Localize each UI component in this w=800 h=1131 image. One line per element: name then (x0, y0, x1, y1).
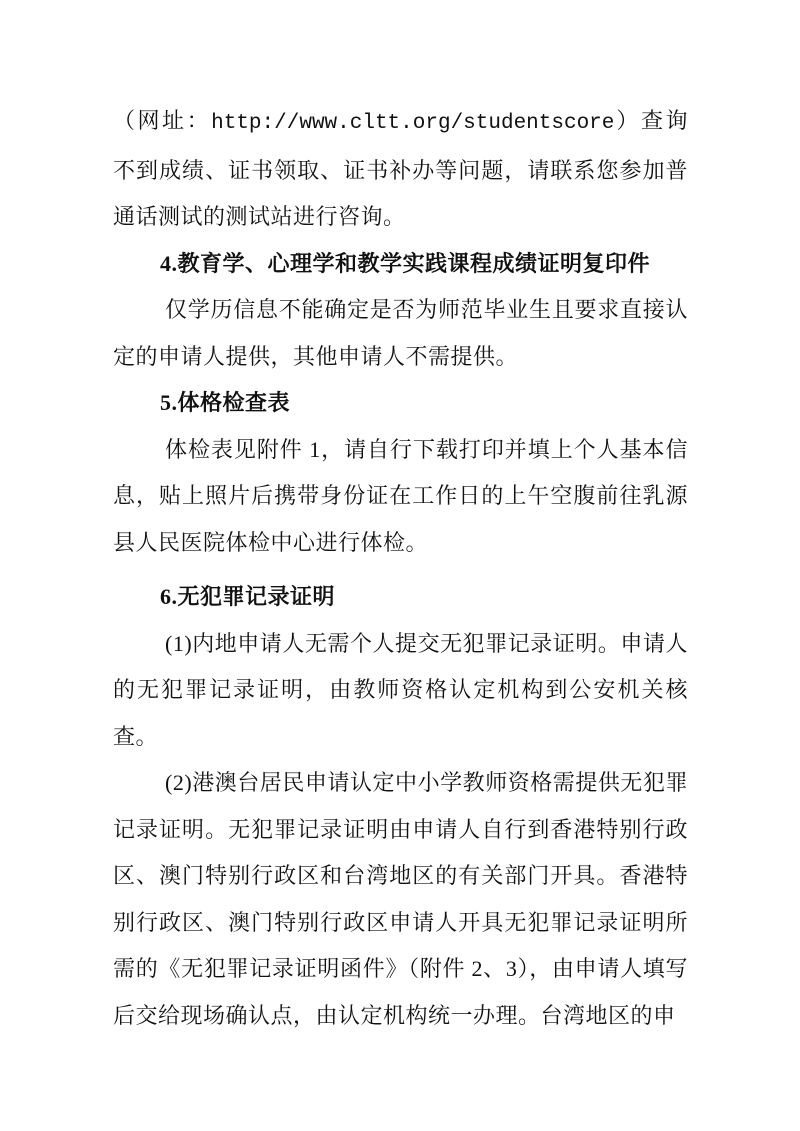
section-6-paragraph-1: (1)内地申请人无需个人提交无犯罪记录证明。申请人的无犯罪记录证明，由教师资格认定机构到公安机关核查。 (113, 630, 688, 749)
section-6-heading: 6.无犯罪记录证明 (160, 584, 336, 609)
continuation-prefix-text: （网址： (113, 108, 212, 133)
paragraph-continuation (113, 98, 688, 241)
section-4-paragraph: 仅学历信息不能确定是否为师范毕业生且要求直接认定的申请人提供，其他申请人不需提供。 (113, 297, 688, 369)
section-5-heading: 5.体格检查表 (160, 390, 291, 415)
website-url-text: http://www.cltt.org/studentscore (211, 112, 615, 135)
section-6-paragraph-2: (2)港澳台居民申请认定中小学教师资格需提供无犯罪记录证明。无犯罪记录证明由申请人自行到香港特别行政区、澳门特别行政区和台湾地区的有关部门开具。香港特别行政区、澳门特别行政区申请人开具无犯罪记录证明所需的《无犯罪记录证明函件》（附件 2、3），由申请人填写后交给现场确认点，由认定机构统一办理。台湾地区的申 (113, 770, 688, 1028)
section-5-paragraph: 体检表见附件 1，请自行下载打印并填上个人基本信息，贴上照片后携带身份证在工作日的上午空腹前往乳源县人民医院体检中心进行体检。 (113, 436, 688, 555)
continuation-suffix-text: ）查询不到成绩、证书领取、证书补办等问题，请联系您参加普通话测试的测试站进行咨询。 (113, 108, 688, 229)
section-4-heading: 4.教育学、心理学和教学实践课程成绩证明复印件 (160, 250, 651, 276)
